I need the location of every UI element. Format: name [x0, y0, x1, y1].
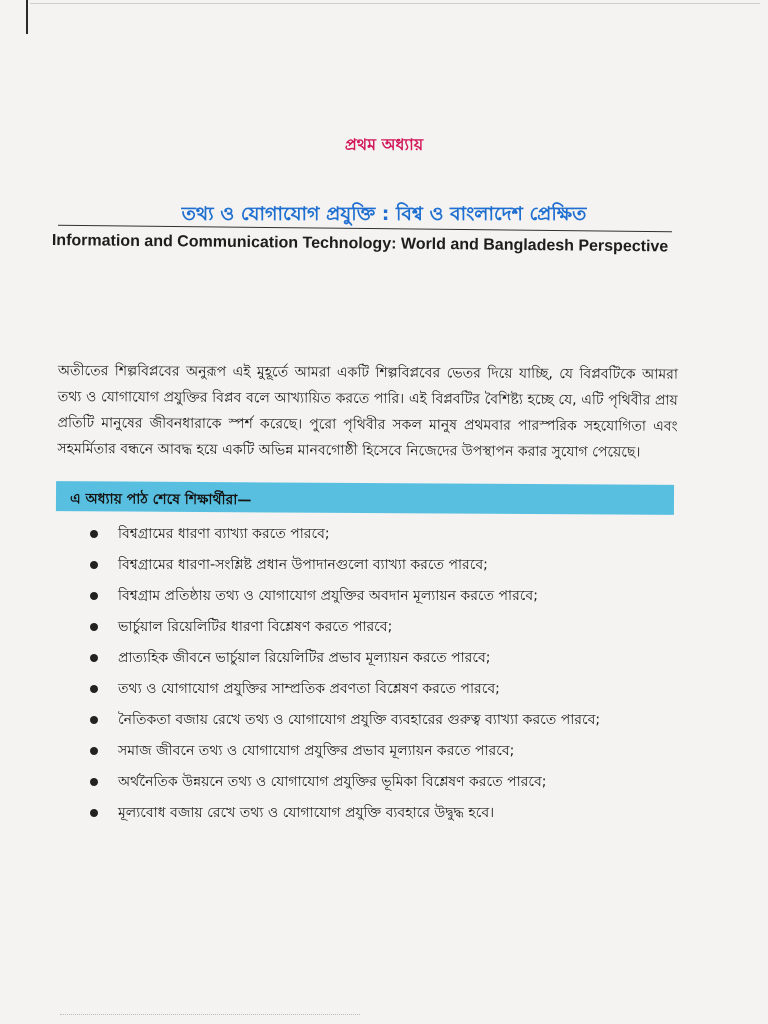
objective-text: বিশ্বগ্রামের ধারণা-সংশ্লিষ্ট প্রধান উপাদানগুলো ব্যাখ্যা করতে পারবে; [118, 557, 488, 573]
objectives-list [86, 524, 686, 834]
bullet-icon [90, 654, 98, 662]
list-item [86, 555, 686, 586]
objectives-heading: এ অধ্যায় পাঠ শেষে শিক্ষার্থীরা— [69, 491, 252, 509]
page-edge-line [26, 0, 28, 34]
list-item [86, 803, 686, 834]
list-item [86, 648, 686, 679]
objective-text: ভার্চুয়াল রিয়েলিটির ধারণা বিশ্লেষণ করতে পারবে; [118, 619, 393, 635]
list-item [86, 586, 686, 617]
bullet-icon [90, 809, 98, 817]
list-item [86, 710, 686, 741]
chapter-title-bangla: তথ্য ও যোগাযোগ প্রযুক্তি : বিশ্ব ও বাংলাদেশ প্রেক্ষিত [181, 203, 587, 225]
bullet-icon [90, 561, 98, 569]
list-item [86, 741, 686, 772]
intro-paragraph: অতীতের শিল্পবিপ্লবের অনুরূপ এই মুহূর্তে আমরা একটি শিল্পবিপ্লবের ভেতর দিয়ে যাচ্ছি, যে বিপ্লবটিকে আমরা তথ্য ও যোগাযোগ প্রযুক্তির বিপ্লব বলে আখ্যায়িত করতে পারি। এই বিপ্লবটির বৈশিষ্ট্য হচ্ছে যে, এটি পৃথিবীর প্রায় প্রতিটি মানুষের জীবনধারাকে স্পর্শ করেছে। পুরো পৃথিবীর সকল মানুষ প্রথমবার পারস্পরিক সহযোগিতা এবং সহমর্মিতার বন্ধনে আবদ্ধ হয়ে একটি অভিন্ন মানবগোষ্ঠী হিসেবে নিজেদের উপস্থাপন করার সুযোগ পেয়েছে। [57, 362, 678, 461]
objective-text: মূল্যবোধ বজায় রেখে তথ্য ও যোগাযোগ প্রযুক্তি ব্যবহারে উদ্বুদ্ধ হবে। [118, 805, 495, 821]
objective-text: বিশ্বগ্রাম প্রতিষ্ঠায় তথ্য ও যোগাযোগ প্রযুক্তির অবদান মূল্যায়ন করতে পারবে; [118, 588, 538, 604]
list-item [86, 679, 686, 710]
bullet-icon [90, 716, 98, 724]
bullet-icon [90, 623, 98, 631]
page-bottom-marks [60, 1014, 360, 1018]
chapter-title-english: Information and Communication Technology: World and Bangladesh Perspective [51, 232, 669, 256]
bullet-icon [90, 592, 98, 600]
objective-text: অর্থনৈতিক উন্নয়নে তথ্য ও যোগাযোগ প্রযুক্তির ভূমিকা বিশ্লেষণ করতে পারবে; [118, 774, 547, 790]
objective-text: তথ্য ও যোগাযোগ প্রযুক্তির সাম্প্রতিক প্রবণতা বিশ্লেষণ করতে পারবে; [118, 681, 500, 697]
objective-text: প্রাত্যহিক জীবনে ভার্চুয়াল রিয়েলিটির প্রভাব মূল্যায়ন করতে পারবে; [118, 650, 491, 666]
objectives-heading-box [56, 481, 674, 515]
bullet-icon [90, 778, 98, 786]
objective-text: সমাজ জীবনে তথ্য ও যোগাযোগ প্রযুক্তির প্রভাব মূল্যায়ন করতে পারবে; [118, 743, 515, 759]
bullet-icon [90, 747, 98, 755]
objective-text: নৈতিকতা বজায় রেখে তথ্য ও যোগাযোগ প্রযুক্তি ব্যবহারের গুরুত্ব ব্যাখ্যা করতে পারবে; [118, 712, 601, 728]
list-item [86, 772, 686, 803]
page-top-line [30, 3, 760, 4]
bullet-icon [90, 685, 98, 693]
objective-text: বিশ্বগ্রামের ধারণা ব্যাখ্যা করতে পারবে; [118, 526, 330, 542]
chapter-heading: প্রথম অধ্যায় [344, 135, 424, 154]
list-item [86, 617, 686, 648]
list-item [86, 524, 686, 555]
bullet-icon [90, 530, 98, 538]
